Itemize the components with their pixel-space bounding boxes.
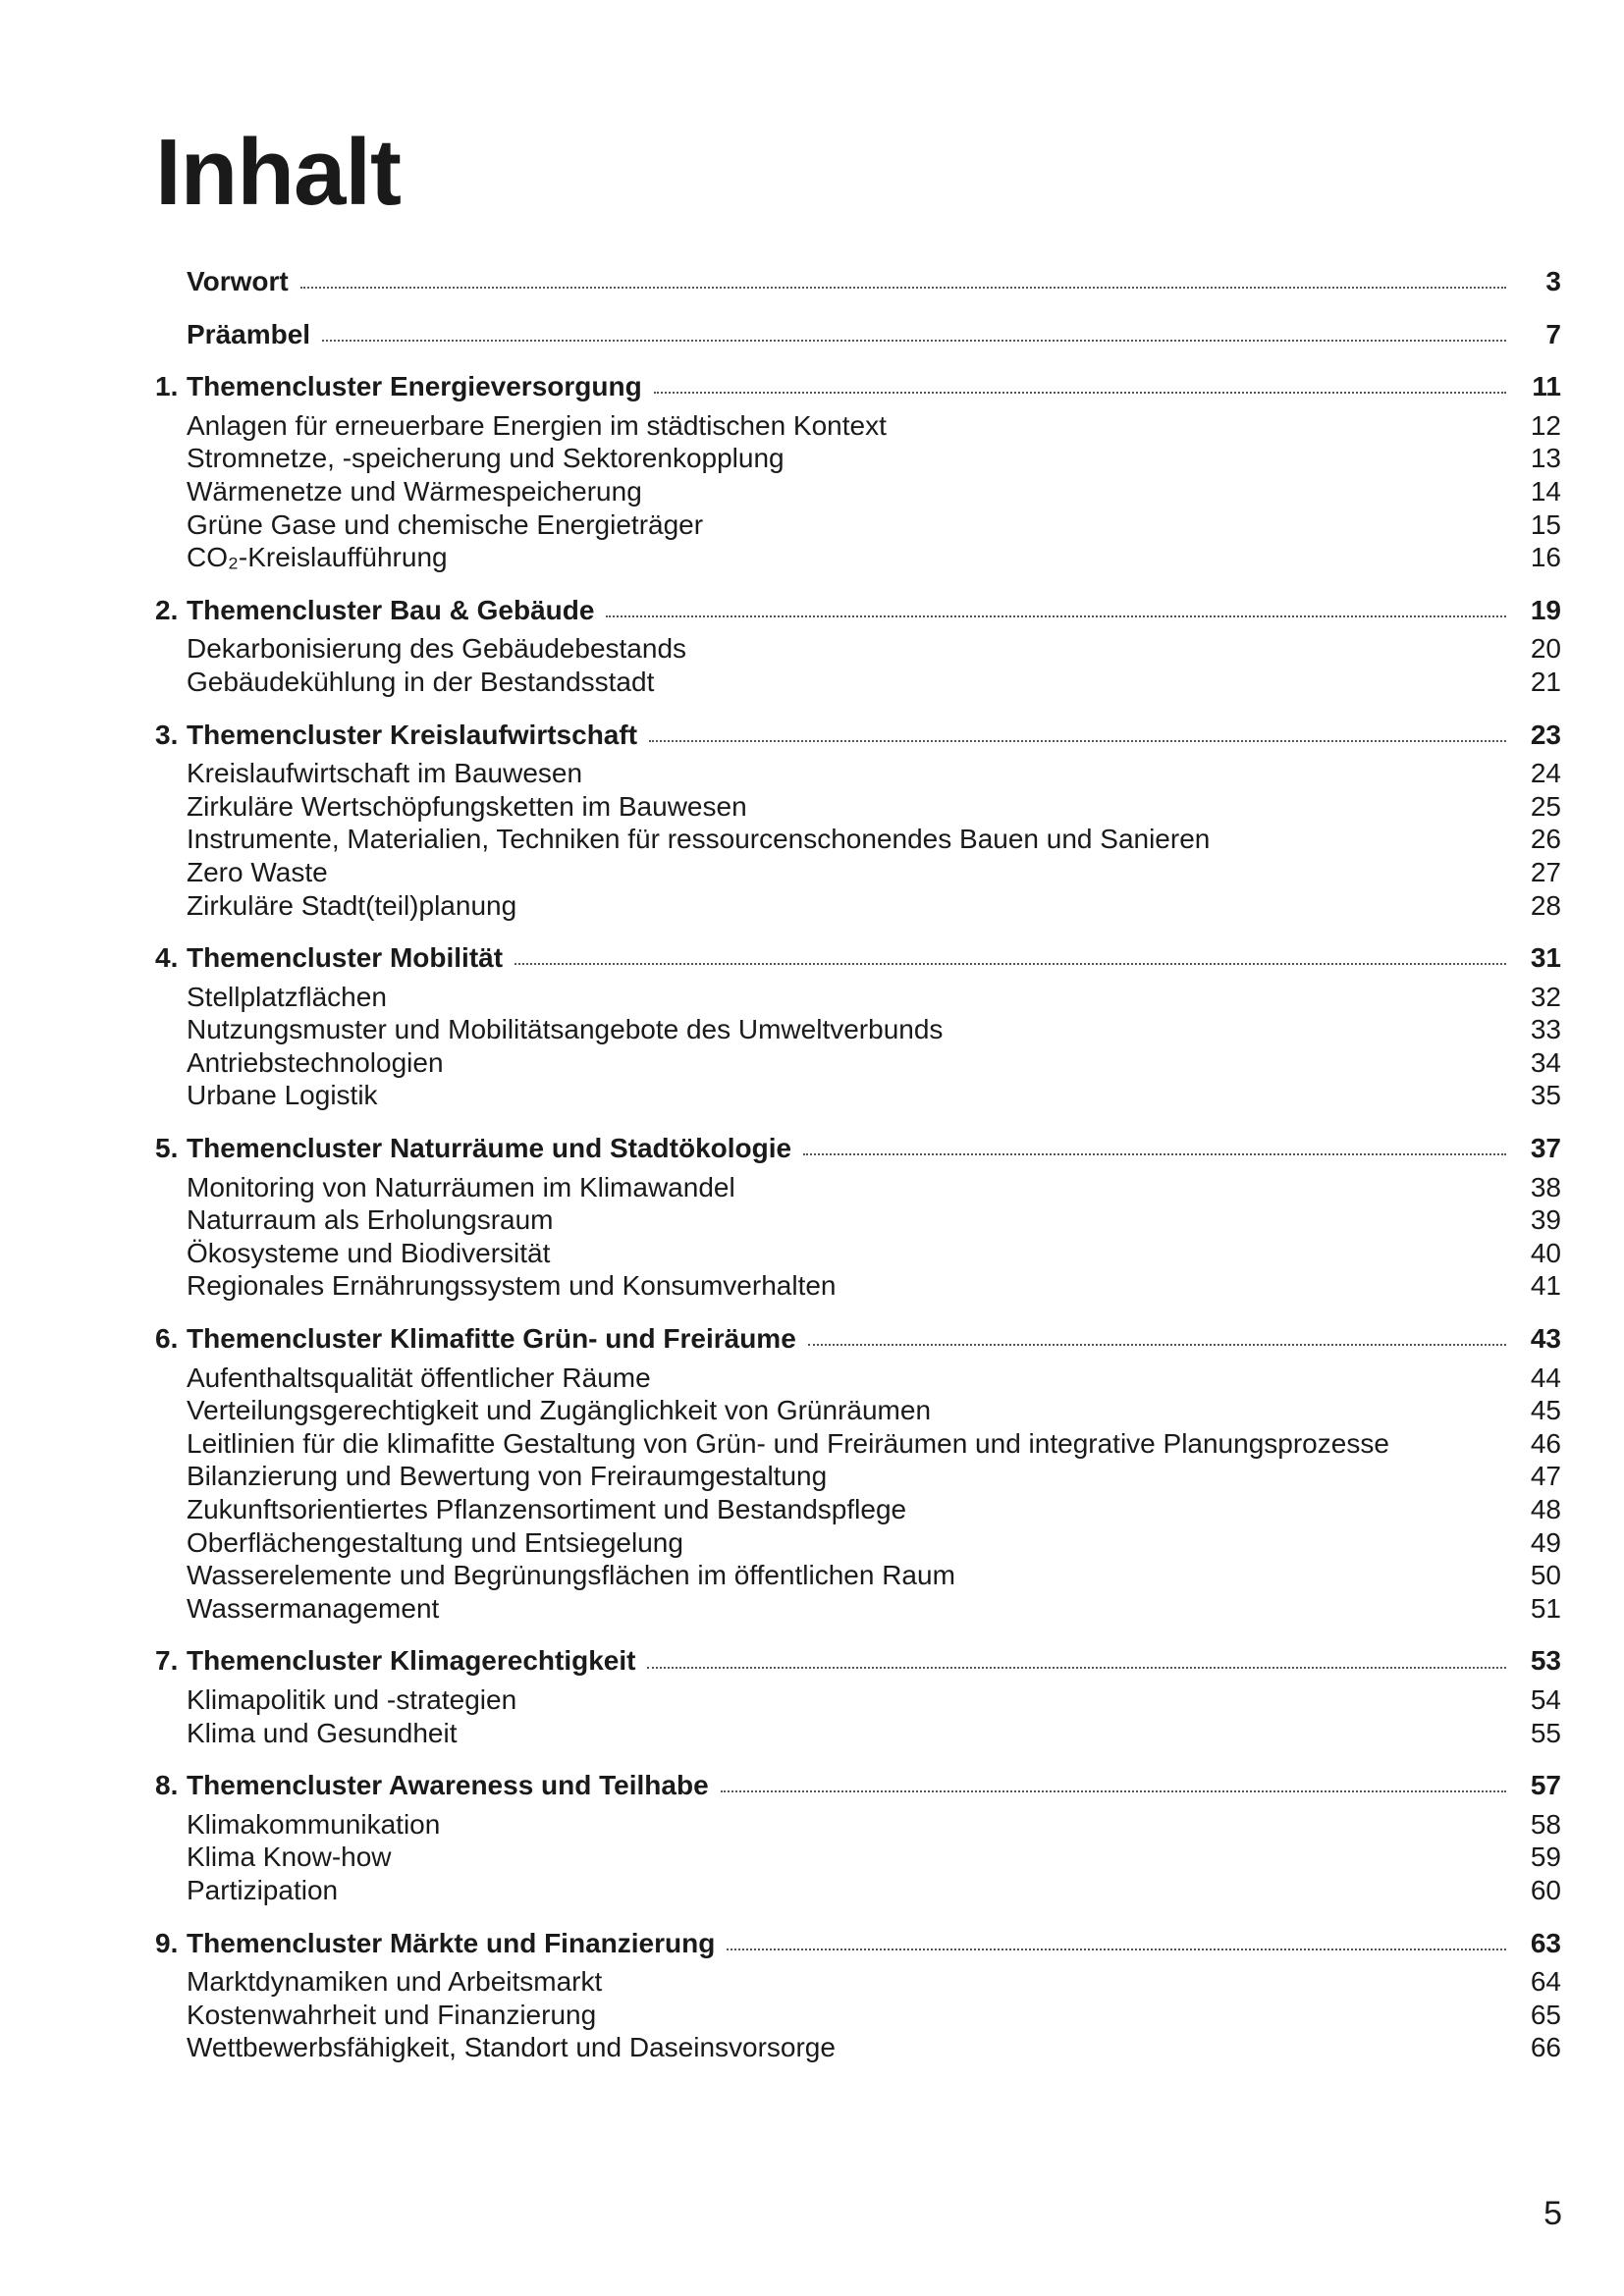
toc-subentry-title: Naturraum als Erholungsraum	[187, 1204, 554, 1236]
dot-leader	[654, 391, 1506, 394]
dot-leader	[300, 286, 1506, 289]
toc-cluster-heading[interactable]	[155, 1644, 1561, 1678]
toc-subentry[interactable]	[155, 1526, 1561, 1560]
toc-subentry-title: Wettbewerbsfähigkeit, Standort und Daseinsvorsorge	[187, 2032, 836, 2063]
toc-cluster-6	[155, 1322, 1561, 1625]
toc-subentry[interactable]	[155, 442, 1561, 475]
toc-subentry-page: 44	[1530, 1362, 1561, 1393]
toc-subentry[interactable]	[155, 1683, 1561, 1717]
toc-subentry-title: Partizipation	[187, 1874, 339, 1905]
dot-leader	[322, 339, 1506, 342]
toc-subentry[interactable]	[155, 541, 1561, 574]
toc-subentry[interactable]	[155, 1999, 1561, 2032]
toc-subentry-page: 49	[1530, 1526, 1561, 1558]
toc-cluster-2	[155, 594, 1561, 699]
toc-cluster-9	[155, 1927, 1561, 2064]
toc-subentry[interactable]	[155, 632, 1561, 666]
toc-subentry-title: Gebäudekühlung in der Bestandsstadt	[187, 666, 655, 697]
toc-subentry-page: 21	[1530, 666, 1561, 697]
toc-subentry[interactable]	[155, 1493, 1561, 1526]
toc-subentry-title: Instrumente, Materialien, Techniken für ressourcenschonendes Bauen und Sanieren	[187, 824, 1211, 855]
toc-subentry-page: 64	[1530, 1966, 1561, 1998]
toc-subentry[interactable]	[155, 1394, 1561, 1427]
toc-subentry-title: Aufenthaltsqualität öffentlicher Räume	[187, 1362, 651, 1393]
toc-subentry[interactable]	[155, 1559, 1561, 1592]
toc-subentry[interactable]	[155, 409, 1561, 443]
toc-subentry-title: Verteilungsgerechtigkeit und Zugänglichkeit von Grünräumen	[187, 1395, 932, 1426]
toc-cluster-number: 1.	[155, 371, 179, 402]
toc-cluster-5	[155, 1132, 1561, 1303]
toc-subentry-title: Zirkuläre Stadt(teil)planung	[187, 889, 517, 921]
toc-cluster-page: 23	[1530, 719, 1561, 750]
toc-subentry-page: 51	[1530, 1592, 1561, 1624]
toc-subentry[interactable]	[155, 475, 1561, 508]
toc-cluster-page: 31	[1530, 942, 1561, 974]
toc-cluster-heading[interactable]	[155, 594, 1561, 627]
toc-cluster-7	[155, 1644, 1561, 1749]
toc-entry-title: Vorwort	[187, 266, 289, 296]
dot-leader	[803, 1152, 1506, 1155]
toc-entry-page: 7	[1545, 318, 1561, 349]
toc-subentry-title: Anlagen für erneuerbare Energien im städtischen Kontext	[187, 409, 887, 441]
toc-cluster-page: 37	[1530, 1133, 1561, 1164]
toc-subentry-page: 20	[1530, 633, 1561, 665]
toc-subentry-page: 47	[1530, 1461, 1561, 1492]
toc-subentry-page: 46	[1530, 1427, 1561, 1459]
toc-subentry-page: 60	[1530, 1874, 1561, 1905]
toc-subentry-page: 40	[1530, 1237, 1561, 1268]
toc-cluster-title: Themencluster Kreislaufwirtschaft	[187, 719, 638, 750]
toc-subentry[interactable]	[155, 889, 1561, 923]
toc-subentry[interactable]	[155, 1717, 1561, 1750]
toc-subentry-page: 27	[1530, 856, 1561, 887]
toc-subentry-title: Klimapolitik und -strategien	[187, 1683, 517, 1715]
toc-subentry-page: 58	[1530, 1808, 1561, 1840]
toc-subentry-title: Urbane Logistik	[187, 1080, 378, 1111]
toc-entry-title: Präambel	[187, 318, 311, 349]
toc-subentry-page: 24	[1530, 758, 1561, 789]
toc-subentry-title: Kostenwahrheit und Finanzierung	[187, 1999, 597, 2030]
toc-cluster-heading[interactable]	[155, 1322, 1561, 1356]
toc-cluster-number: 5.	[155, 1133, 179, 1164]
toc-subentry-page: 32	[1530, 981, 1561, 1012]
toc-cluster-heading[interactable]	[155, 719, 1561, 752]
toc-subentry-title: Nutzungsmuster und Mobilitätsangebote des Umweltverbunds	[187, 1014, 944, 1045]
toc-subentry[interactable]	[155, 1171, 1561, 1204]
toc-subentry-title: Klima Know-how	[187, 1842, 392, 1873]
toc-subentry-page: 25	[1530, 790, 1561, 822]
toc-cluster-title: Themencluster Energieversorgung	[187, 371, 642, 402]
toc-cluster-title: Themencluster Klimagerechtigkeit	[187, 1645, 636, 1677]
toc-cluster-title: Themencluster Bau & Gebäude	[187, 594, 595, 625]
dot-leader	[727, 1948, 1506, 1950]
toc-subentry-title: Regionales Ernährungssystem und Konsumverhalten	[187, 1270, 837, 1302]
dot-leader	[514, 962, 1506, 965]
toc-subentry-title: Zero Waste	[187, 856, 328, 887]
toc-cluster-page: 11	[1532, 371, 1561, 402]
toc-cluster-number: 6.	[155, 1323, 179, 1355]
toc-subentry-title: Wasserelemente und Begrünungsflächen im öffentlichen Raum	[187, 1560, 955, 1591]
toc-subentry-title: Stellplatzflächen	[187, 981, 387, 1012]
toc-subentry-page: 15	[1530, 508, 1561, 540]
toc-subentry-title: Kreislaufwirtschaft im Bauwesen	[187, 758, 583, 789]
toc-cluster-number: 8.	[155, 1770, 179, 1801]
toc-subentry[interactable]	[155, 508, 1561, 542]
toc-subentry-page: 35	[1530, 1080, 1561, 1111]
toc-subentry-page: 13	[1530, 443, 1561, 474]
toc-subentry[interactable]	[155, 1841, 1561, 1874]
toc-cluster-8	[155, 1769, 1561, 1906]
toc-subentry[interactable]	[155, 757, 1561, 790]
toc-subentry[interactable]	[155, 666, 1561, 699]
toc-cluster-heading[interactable]	[155, 1769, 1561, 1802]
toc-subentry-page: 66	[1530, 2032, 1561, 2063]
toc-subentry-title: Bilanzierung und Bewertung von Freiraumgestaltung	[187, 1461, 828, 1492]
toc-subentry[interactable]	[155, 1427, 1561, 1461]
toc-subentry-page: 16	[1530, 542, 1561, 573]
toc-subentry[interactable]	[155, 1079, 1561, 1112]
toc-cluster-4	[155, 941, 1561, 1112]
toc-subentry[interactable]	[155, 1362, 1561, 1395]
toc-subentry-page: 41	[1530, 1270, 1561, 1302]
toc-entry-präambel[interactable]	[155, 318, 1561, 351]
toc-subentry-title: Klima und Gesundheit	[187, 1717, 458, 1748]
toc-subentry-page: 59	[1530, 1842, 1561, 1873]
toc-subentry[interactable]	[155, 1203, 1561, 1237]
toc-cluster-heading[interactable]	[155, 1927, 1561, 1960]
page-number: 5	[1543, 2195, 1562, 2232]
toc-subentry[interactable]	[155, 790, 1561, 824]
toc-subentry[interactable]	[155, 856, 1561, 889]
toc-cluster-1	[155, 370, 1561, 574]
toc-subentry-title: Klimakommunikation	[187, 1808, 441, 1840]
toc-subentry-page: 39	[1530, 1204, 1561, 1236]
toc-cluster-number: 4.	[155, 942, 179, 974]
toc-subentry-title: Dekarbonisierung des Gebäudebestands	[187, 633, 687, 665]
toc-subentry-page: 48	[1530, 1494, 1561, 1524]
toc-cluster-heading[interactable]	[155, 1132, 1561, 1165]
dot-leader	[606, 614, 1506, 617]
toc-subentry-page: 65	[1530, 1999, 1561, 2030]
toc-subentry-title: Grüne Gase und chemische Energieträger	[187, 508, 704, 540]
toc-cluster-3	[155, 719, 1561, 923]
table-of-contents	[155, 265, 1561, 2084]
toc-cluster-page: 43	[1530, 1323, 1561, 1355]
toc-subentry[interactable]	[155, 823, 1561, 856]
toc-cluster-page: 19	[1530, 594, 1561, 625]
toc-subentry-title: Monitoring von Naturräumen im Klimawandel	[187, 1171, 735, 1202]
toc-subentry-title: Ökosysteme und Biodiversität	[187, 1237, 551, 1268]
toc-entry-vorwort[interactable]	[155, 265, 1561, 298]
toc-cluster-heading[interactable]	[155, 941, 1561, 975]
toc-subentry-page: 55	[1530, 1717, 1561, 1748]
toc-cluster-number: 3.	[155, 719, 179, 750]
toc-subentry-page: 12	[1530, 409, 1561, 441]
toc-subentry-title: Marktdynamiken und Arbeitsmarkt	[187, 1966, 603, 1998]
toc-subentry-title: Zirkuläre Wertschöpfungsketten im Bauwesen	[187, 790, 747, 822]
toc-subentry-page: 34	[1530, 1046, 1561, 1078]
toc-subentry[interactable]	[155, 1237, 1561, 1270]
toc-subentry-page: 26	[1530, 824, 1561, 855]
toc-subentry[interactable]	[155, 1460, 1561, 1493]
page-title: Inhalt	[155, 120, 401, 225]
toc-cluster-title: Themencluster Awareness und Teilhabe	[187, 1770, 709, 1801]
toc-subentry-title: Wassermanagement	[187, 1592, 440, 1624]
toc-subentry-title: Wärmenetze und Wärmespeicherung	[187, 475, 642, 507]
toc-subentry-title: Antriebstechnologien	[187, 1046, 444, 1078]
toc-subentry-title: CO₂-Kreislaufführung	[187, 542, 448, 573]
toc-cluster-page: 57	[1530, 1770, 1561, 1801]
toc-cluster-title: Themencluster Naturräume und Stadtökologie	[187, 1133, 792, 1164]
toc-subentry-page: 14	[1530, 475, 1561, 507]
toc-cluster-number: 9.	[155, 1927, 179, 1958]
toc-subentry[interactable]	[155, 1269, 1561, 1303]
toc-cluster-page: 63	[1530, 1927, 1561, 1958]
dot-leader	[721, 1789, 1506, 1792]
toc-subentry[interactable]	[155, 1874, 1561, 1907]
toc-subentry-page: 38	[1530, 1171, 1561, 1202]
toc-subentry-page: 28	[1530, 889, 1561, 921]
toc-cluster-heading[interactable]	[155, 370, 1561, 403]
toc-subentry-page: 33	[1530, 1014, 1561, 1045]
toc-subentry[interactable]	[155, 1046, 1561, 1080]
toc-entry-page: 3	[1545, 266, 1561, 296]
toc-cluster-title: Themencluster Klimafitte Grün- und Freiräume	[187, 1323, 796, 1355]
toc-subentry-title: Stromnetze, -speicherung und Sektorenkopplung	[187, 443, 785, 474]
toc-subentry[interactable]	[155, 1592, 1561, 1626]
toc-subentry[interactable]	[155, 2031, 1561, 2064]
toc-cluster-title: Themencluster Märkte und Finanzierung	[187, 1927, 716, 1958]
dot-leader	[649, 739, 1506, 742]
toc-subentry[interactable]	[155, 1013, 1561, 1046]
toc-cluster-number: 2.	[155, 594, 179, 625]
dot-leader	[647, 1666, 1506, 1669]
dot-leader	[808, 1343, 1506, 1346]
toc-subentry[interactable]	[155, 981, 1561, 1014]
toc-cluster-page: 53	[1530, 1645, 1561, 1677]
toc-subentry[interactable]	[155, 1808, 1561, 1842]
toc-subentry-page: 45	[1530, 1395, 1561, 1426]
toc-subentry-title: Oberflächengestaltung und Entsiegelung	[187, 1526, 683, 1558]
toc-cluster-number: 7.	[155, 1645, 179, 1677]
toc-subentry-page: 50	[1530, 1560, 1561, 1591]
toc-subentry-page: 54	[1530, 1683, 1561, 1715]
toc-subentry[interactable]	[155, 1965, 1561, 1999]
toc-subentry-title: Zukunftsorientiertes Pflanzensortiment und Bestandspflege	[187, 1494, 907, 1524]
toc-subentry-title: Leitlinien für die klimafitte Gestaltung von Grün- und Freiräumen und integrative Planungsprozesse	[187, 1427, 1389, 1459]
toc-cluster-title: Themencluster Mobilität	[187, 942, 504, 974]
